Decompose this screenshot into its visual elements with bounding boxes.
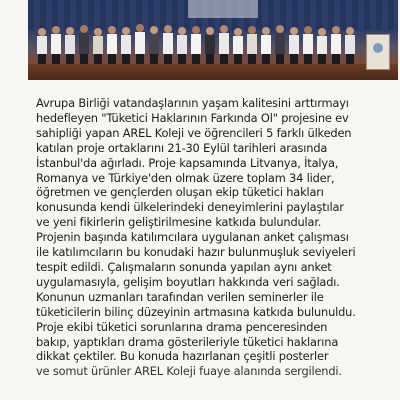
article-line: sahipliği yapan AREL Koleji ve öğrencileri 5 farklı ülkeden — [36, 125, 352, 140]
article-line: konusunda kendi ülkelerindeki deneyimlerini paylaştılar — [36, 200, 344, 215]
article-line: Avrupa Birliği vatandaşlarının yaşam kalitesini arttırmayı — [36, 96, 349, 110]
article-line: Projenin başında katılımcılara uygulanan anket çalışması — [36, 230, 349, 245]
article-line: ile katılımcıların bu konudaki hazır bulunmuşluk seviyeleri — [36, 245, 356, 260]
article-line: dikkat çektiler. Bu konuda hazırlanan çeşitli posterler — [36, 349, 329, 364]
article-line: bakıp, yaptıkları drama gösterileriyle tüketici haklarına — [36, 334, 339, 349]
article-line: ve yeni fikirlerin geliştirilmesine katkıda bulundular. — [36, 215, 322, 230]
article-line: Konunun uzmanları tarafından verilen seminerler ile — [36, 289, 324, 304]
article-line: Romanya ve Türkiye'den olmak üzere toplam 34 lider, — [36, 170, 335, 185]
stage-floor — [28, 64, 398, 80]
article-line: uygulamasıyla, gelişim boyutları hakkında veri sağladı. — [36, 274, 340, 289]
article-line: tüketicilerin bilinç düzeyinin artmasına katkıda bulunuldu. — [36, 304, 356, 319]
article-line: Proje ekibi tüketici sorunlarına drama penceresinden — [36, 319, 328, 334]
article-line: tespit edildi. Çalışmaların sonunda yapılan aynı anket — [36, 259, 332, 274]
article-line: ve somut ürünler AREL Koleji fuaye alanında sergilendi. — [36, 364, 342, 379]
article-line: hedefleyen "Tüketici Haklarının Farkında Ol" projesine ev — [36, 110, 349, 125]
lectern — [366, 34, 390, 70]
article-body — [36, 96, 386, 379]
article-line: öğretmen ve gençlerden oluşan ekip tüketici hakları — [36, 185, 324, 200]
group-photo — [28, 0, 398, 80]
person-silhouette — [37, 28, 47, 68]
article-line: İstanbul'da ağırladı. Proje kapsamında Litvanya, İtalya, — [36, 155, 339, 170]
article-line: katılan proje ortaklarını 21-30 Eylül tarihleri arasında — [36, 140, 328, 155]
